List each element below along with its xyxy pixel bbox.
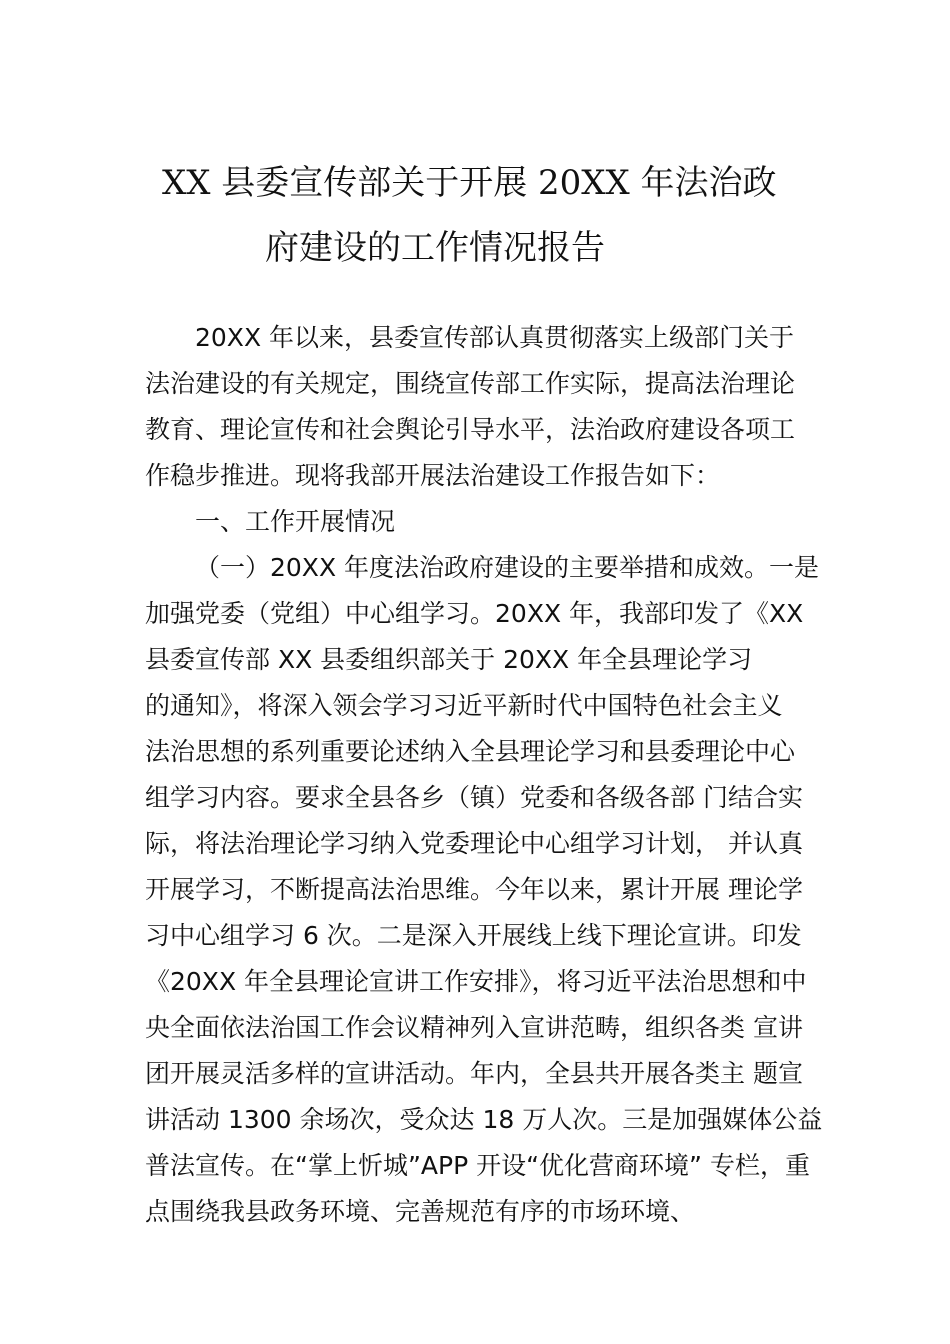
paragraph-line-5: （一）20XX 年度法治政府建设的主要举措和成效。一是 <box>195 553 820 582</box>
paragraph-line-13: 习中心组学习 6 次。二是深入开展线上线下理论宣讲。印发 <box>145 921 802 950</box>
paragraph-line-6: 加强党委（党组）中心组学习。20XX 年，我部印发了《XX <box>145 599 804 628</box>
section-heading: 一、工作开展情况 <box>195 507 396 536</box>
paragraph-line-7: 县委宣传部 XX 县委组织部关于 20XX 年全县理论学习 <box>145 645 753 674</box>
paragraph-line-12: 开展学习，不断提高法治思维。今年以来，累计开展 理论学 <box>145 875 803 904</box>
paragraph-line-8: 的通知》，将深入领会学习习近平新时代中国特色社会主义 <box>145 691 783 720</box>
paragraph-line-19: 点围绕我县政务环境、完善规范有序的市场环境、 <box>145 1197 696 1226</box>
paragraph-line-4: 作稳步推进。现将我部开展法治建设工作报告如下： <box>145 461 721 490</box>
paragraph-line-17: 讲活动 1300 余场次，受众达 18 万人次。三是加强媒体公益 <box>145 1105 823 1134</box>
paragraph-line-15: 央全面依法治国工作会议精神列入宣讲范畴，组织各类 宣讲 <box>145 1013 803 1042</box>
paragraph-line-1: 20XX 年以来，县委宣传部认真贯彻落实上级部门关于 <box>195 323 795 352</box>
paragraph-line-9: 法治思想的系列重要论述纳入全县理论学习和县委理论中心 <box>145 737 796 766</box>
paragraph-line-18: 普法宣传。在“掌上忻城”APP 开设“优化营商环境” 专栏，重 <box>145 1151 810 1180</box>
paragraph-line-11: 际，将法治理论学习纳入党委理论中心组学习计划， 并认真 <box>145 829 803 858</box>
paragraph-line-3: 教育、理论宣传和社会舆论引导水平，法治政府建设各项工 <box>145 415 796 444</box>
report-title-line-1: XX 县委宣传部关于开展 20XX 年法治政 <box>162 163 777 203</box>
report-title-line-2: 府建设的工作情况报告 <box>265 228 605 268</box>
paragraph-line-16: 团开展灵活多样的宣讲活动。年内，全县共开展各类主 题宣 <box>145 1059 803 1088</box>
paragraph-line-14: 《20XX 年全县理论宣讲工作安排》，将习近平法治思想和中 <box>145 967 807 996</box>
paragraph-line-2: 法治建设的有关规定，围绕宣传部工作实际，提高法治理论 <box>145 369 796 398</box>
paragraph-line-10: 组学习内容。要求全县各乡（镇）党委和各级各部 门结合实 <box>145 783 803 812</box>
